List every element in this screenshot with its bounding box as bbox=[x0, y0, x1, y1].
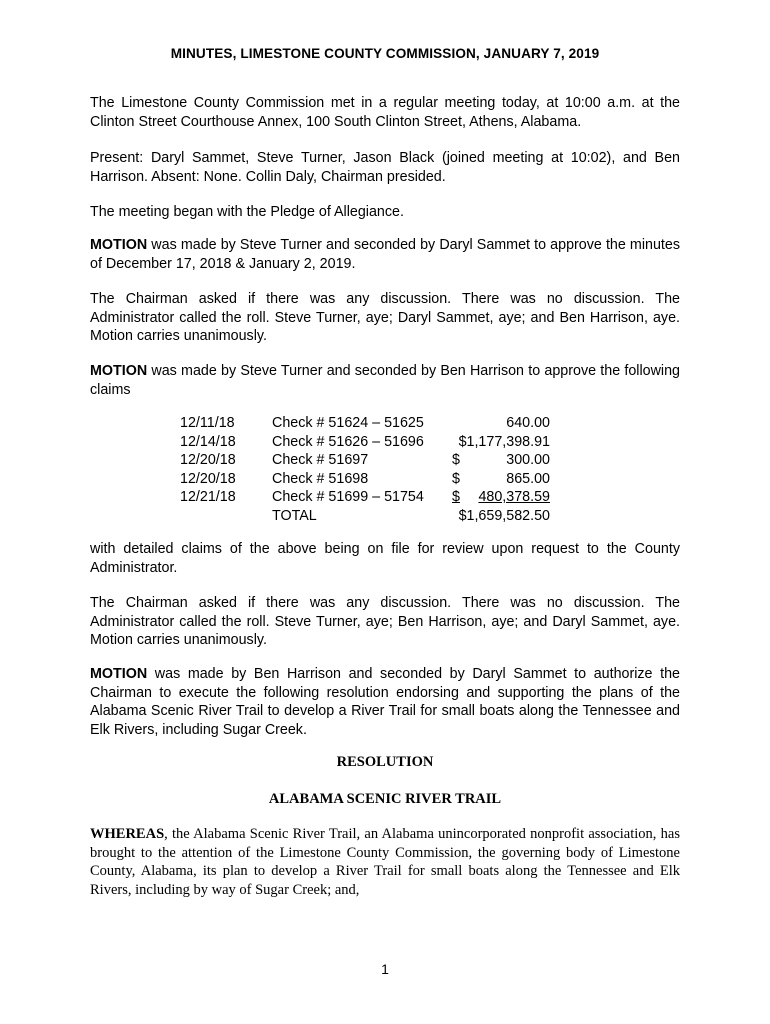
page-title: MINUTES, LIMESTONE COUNTY COMMISSION, JANUARY 7, 2019 bbox=[170, 46, 600, 61]
claim-date: 12/11/18 bbox=[180, 415, 235, 431]
paragraph-claims-note: with detailed claims of the above being on file for review upon request to the County Administrator. bbox=[90, 541, 680, 576]
claim-total-label: TOTAL bbox=[272, 507, 317, 524]
motion-text: was made by Steve Turner and seconded by Ben Harrison to approve the following claims bbox=[90, 363, 680, 398]
table-row bbox=[180, 470, 560, 489]
resolution-heading: RESOLUTION bbox=[336, 754, 434, 770]
paragraph-roll-call-2: The Chairman asked if there was any discussion. There was no discussion. The Administrator called the roll. Steve Turner, aye; Ben Harrison, aye; and Daryl Sammet, aye. Motion carries unanimously. bbox=[90, 595, 680, 648]
claim-amount: 480,378.59 bbox=[478, 489, 550, 505]
motion-text: was made by Ben Harrison and seconded by Daryl Sammet to authorize the Chairman to execute the following resolution endorsing and supporting the plans of the Alabama Scenic River Trail to develop a River Trail for small boats along the Tennessee and Elk Rivers, including Sugar Creek. bbox=[90, 666, 680, 738]
claims-table bbox=[180, 414, 560, 525]
paragraph-motion-resolution bbox=[90, 665, 680, 739]
claim-date: 12/20/18 bbox=[180, 452, 236, 468]
claim-dollar: $ bbox=[452, 470, 460, 487]
claim-check: Check # 51697 bbox=[272, 452, 369, 468]
claim-total-amount: $1,659,582.50 bbox=[458, 507, 550, 524]
whereas-label: WHEREAS bbox=[90, 826, 165, 842]
paragraph-attendance: Present: Daryl Sammet, Steve Turner, Jason Black (joined meeting at 10:02), and Ben Harrison. Absent: None. Collin Daly, Chairman presided. bbox=[90, 150, 680, 185]
table-row bbox=[180, 414, 560, 433]
table-row bbox=[180, 433, 560, 452]
claim-check: Check # 51699 – 51754 bbox=[272, 489, 424, 505]
paragraph-meeting-info: The Limestone County Commission met in a regular meeting today, at 10:00 a.m. at the Clinton Street Courthouse Annex, 100 South Clinton Street, Athens, Alabama. bbox=[90, 95, 680, 130]
claim-date: 12/14/18 bbox=[180, 433, 236, 450]
table-row bbox=[180, 488, 560, 507]
claim-check: Check # 51698 bbox=[272, 470, 369, 487]
claim-check: Check # 51626 – 51696 bbox=[272, 433, 424, 450]
motion-label: MOTION bbox=[90, 666, 148, 682]
motion-text: was made by Steve Turner and seconded by Daryl Sammet to approve the minutes of December 17, 2018 & January 2, 2019. bbox=[90, 237, 680, 272]
claim-amount: $1,177,398.91 bbox=[458, 433, 550, 450]
claim-dollar: $ bbox=[452, 489, 460, 505]
paragraph-motion-claims bbox=[90, 362, 680, 399]
resolution-subheading: ALABAMA SCENIC RIVER TRAIL bbox=[268, 791, 502, 807]
paragraph-pledge: The meeting began with the Pledge of Allegiance. bbox=[90, 204, 404, 220]
motion-label: MOTION bbox=[90, 363, 148, 379]
paragraph-whereas bbox=[90, 825, 680, 899]
paragraph-roll-call-1: The Chairman asked if there was any discussion. There was no discussion. The Administrator called the roll. Steve Turner, aye; Daryl Sammet, aye; and Ben Harrison, aye. Motion carries unanimously. bbox=[90, 291, 680, 344]
motion-label: MOTION bbox=[90, 237, 148, 253]
page-number: 1 bbox=[381, 961, 389, 977]
claim-amount: 865.00 bbox=[506, 470, 550, 487]
claim-date: 12/20/18 bbox=[180, 470, 236, 487]
claim-amount: 640.00 bbox=[506, 415, 550, 431]
claim-date: 12/21/18 bbox=[180, 489, 236, 505]
claim-amount: 300.00 bbox=[506, 452, 550, 468]
claim-dollar: $ bbox=[452, 452, 460, 468]
paragraph-motion-minutes bbox=[90, 236, 680, 273]
table-row-total bbox=[180, 507, 560, 526]
claim-check: Check # 51624 – 51625 bbox=[272, 415, 424, 431]
table-row bbox=[180, 451, 560, 470]
whereas-text: , the Alabama Scenic River Trail, an Alabama unincorporated nonprofit association, has brought to the attention of the Limestone County Commission, the governing body of Limestone County, Alabama, its plan to develop a River Trail for small boats along the Tennessee and Elk Rivers, including by way of Sugar Creek; and, bbox=[90, 826, 680, 898]
